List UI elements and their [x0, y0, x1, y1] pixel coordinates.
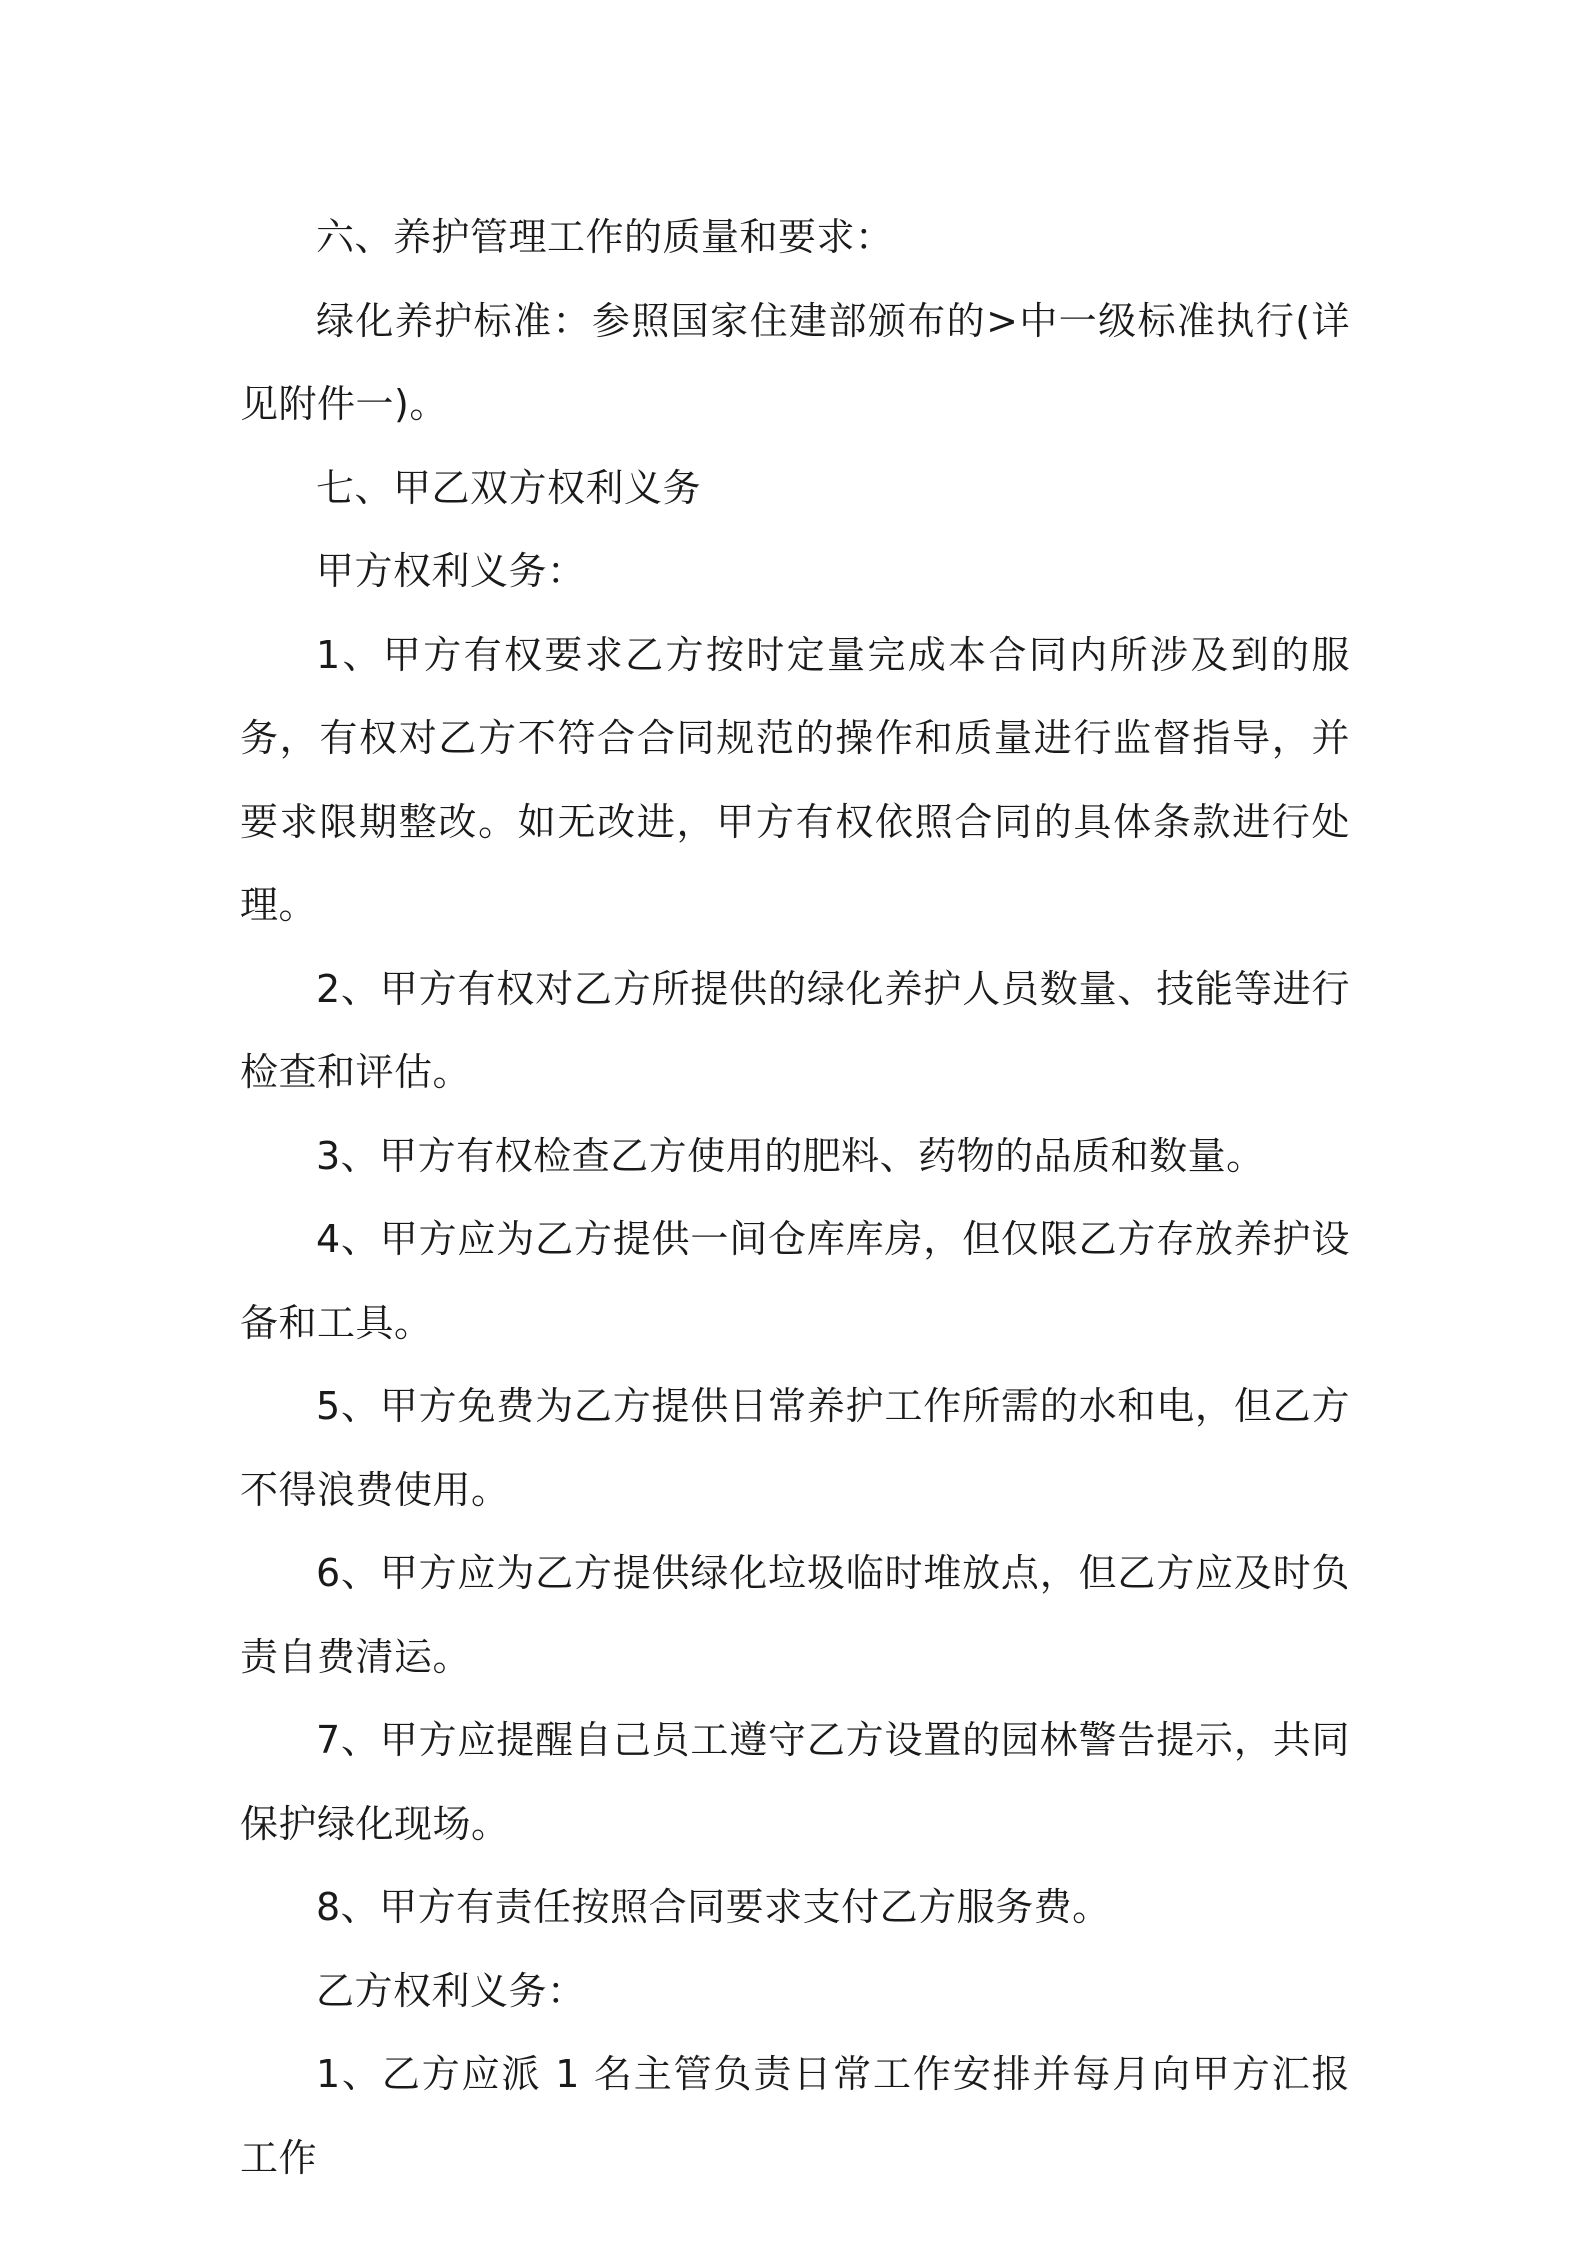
party-b-item-1: 1、乙方应派 1 名主管负责日常工作安排并每月向甲方汇报工作 [240, 2052, 1350, 2180]
party-a-item-6: 6、甲方应为乙方提供绿化垃圾临时堆放点，但乙方应及时负责自费清运。 [240, 1551, 1350, 1679]
subheading-party-b: 乙方权利义务： [316, 1968, 586, 2013]
party-a-item-4: 4、甲方应为乙方提供一间仓库库房，但仅限乙方存放养护设备和工具。 [240, 1217, 1350, 1345]
party-a-item-1: 1、甲方有权要求乙方按时定量完成本合同内所涉及到的服务，有权对乙方不符合合同规范的操作和质量进行监督指导，并要求限期整改。如无改进，甲方有权依照合同的具体条款进行处理。 [240, 632, 1350, 927]
party-a-item-3: 3、甲方有权检查乙方使用的肥料、药物的品质和数量。 [316, 1133, 1265, 1178]
party-a-item-8: 8、甲方有责任按照合同要求支付乙方服务费。 [316, 1885, 1111, 1929]
paragraph-greening-standard: 绿化养护标准：参照国家住建部颁布的>中一级标准执行(详见附件一)。 [240, 298, 1350, 426]
document-body [240, 196, 1350, 2200]
party-a-item-7: 7、甲方应提醒自己员工遵守乙方设置的园林警告提示，共同保护绿化现场。 [240, 1718, 1350, 1846]
party-a-item-5: 5、甲方免费为乙方提供日常养护工作所需的水和电，但乙方不得浪费使用。 [240, 1384, 1350, 1512]
section-heading-rights: 七、甲乙双方权利义务 [316, 465, 702, 510]
subheading-party-a: 甲方权利义务： [316, 549, 586, 593]
party-a-item-2: 2、甲方有权对乙方所提供的绿化养护人员数量、技能等进行检查和评估。 [240, 966, 1350, 1094]
section-heading-quality: 六、养护管理工作的质量和要求： [316, 215, 894, 259]
